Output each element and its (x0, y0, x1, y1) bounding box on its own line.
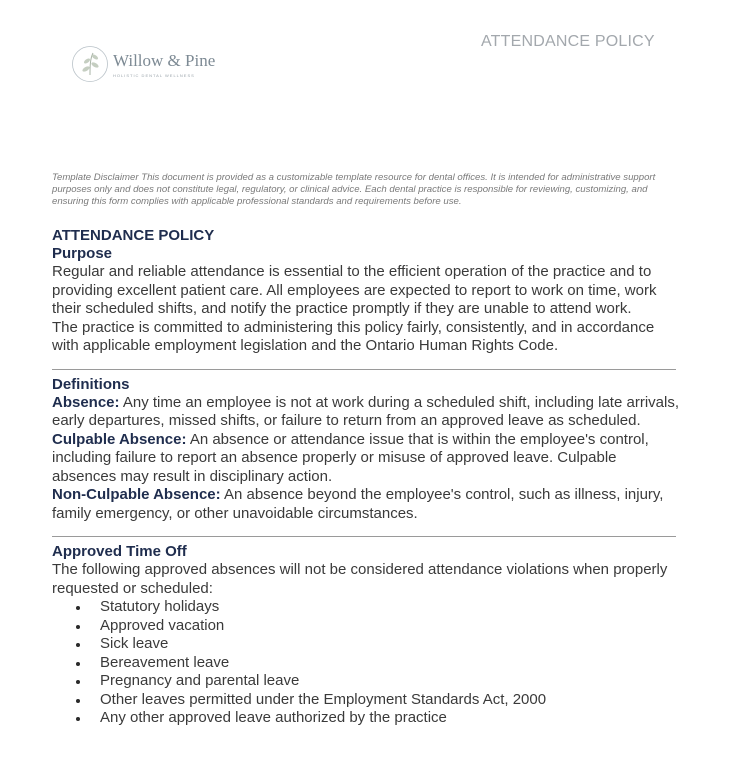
definition-text: An absence beyond the employee's control, such as illness, injury, family emergency, or other unavoidable circumstances. (52, 486, 664, 522)
document-body (52, 227, 682, 728)
definitions-heading: Definitions (52, 375, 130, 393)
list-item: Statutory holidays (52, 598, 682, 617)
template-disclaimer: Template Disclaimer This document is provided as a customizable template resource for dental offices. It is intended for administrative support purposes only and does not constitute legal, regulatory, or clinical advice. Each dental practice is responsible for reviewing, customizing, and ensuring this form complies with applicable professional standards and requirements before use. (52, 172, 656, 207)
logo-tagline: HOLISTIC DENTAL WELLNESS (113, 72, 195, 78)
approved-time-off-intro: The following approved absences will not be considered attendance violations when properly requested or scheduled: (52, 561, 668, 597)
definition-term: Absence: (52, 393, 120, 411)
section-divider (52, 536, 676, 537)
company-logo (71, 45, 215, 83)
list-item: Sick leave (52, 635, 682, 654)
leaf-emblem-icon (71, 45, 109, 83)
list-item: Any other approved leave authorized by the practice (52, 709, 682, 728)
list-item: Pregnancy and parental leave (52, 672, 682, 691)
purpose-paragraph: Regular and reliable attendance is essential to the efficient operation of the practice and to providing excellent patient care. All employees are expected to report to work on time, work their scheduled shifts, and notify the practice promptly if they are unable to attend work. (52, 263, 657, 317)
definition-item (52, 431, 682, 487)
document-title: ATTENDANCE POLICY (52, 227, 215, 244)
definition-term: Culpable Absence: (52, 430, 187, 448)
definition-text: Any time an employee is not at work during a scheduled shift, including late arrivals, early departures, missed shifts, or failure to return from an approved leave as scheduled. (52, 393, 679, 429)
list-item: Other leaves permitted under the Employment Standards Act, 2000 (52, 691, 682, 710)
approved-leave-list (52, 598, 682, 728)
definition-item (52, 394, 682, 431)
purpose-paragraph: The practice is committed to administering this policy fairly, consistently, and in accordance with applicable employment legislation and the Ontario Human Rights Code. (52, 318, 655, 354)
list-item: Bereavement leave (52, 654, 682, 673)
header-title: ATTENDANCE POLICY (481, 33, 655, 50)
definition-item (52, 486, 682, 523)
purpose-heading: Purpose (52, 245, 113, 262)
definition-term: Non-Culpable Absence: (52, 486, 221, 503)
definition-text: An absence or attendance issue that is within the employee's control, including failure to report an absence properly or misuse of approved leave. Culpable absences may result in disciplinary action. (52, 430, 649, 485)
section-divider (52, 369, 676, 370)
list-item: Approved vacation (52, 617, 682, 636)
approved-time-off-heading: Approved Time Off (52, 543, 187, 560)
logo-name: Willow & Pine (113, 50, 216, 70)
